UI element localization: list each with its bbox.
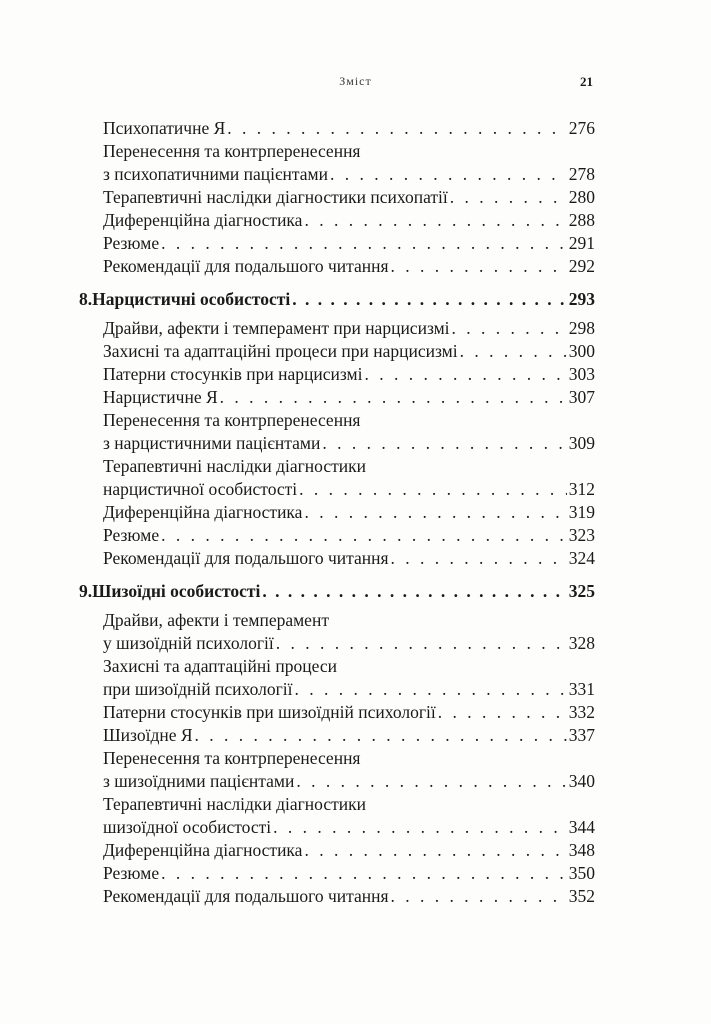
toc-entry — [79, 501, 595, 524]
toc-entry-label: Нарцистичне Я — [103, 387, 218, 407]
toc-entry-label: Терапевтичні наслідки діагностики психопатії — [103, 187, 448, 207]
toc-entry-label: Патерни стосунків при нарцисизмі — [103, 364, 363, 384]
toc-entry — [79, 209, 595, 232]
toc-page-number: 340 — [568, 771, 595, 791]
toc-entry — [79, 317, 595, 340]
toc-entry — [79, 255, 595, 278]
dot-leader — [391, 255, 567, 278]
toc-entry-label: Захисні та адаптаційні процеси — [103, 656, 337, 676]
toc-entry — [79, 839, 595, 862]
dot-leader — [161, 524, 567, 547]
toc-page-number: 312 — [568, 479, 595, 499]
toc-page-number: 309 — [568, 433, 595, 453]
toc-entry — [79, 678, 595, 701]
dot-leader — [304, 209, 566, 232]
toc-entry-label: Патерни стосунків при шизоїдній психології — [103, 702, 436, 722]
dot-leader — [273, 816, 567, 839]
toc-entry-label: Диференційна діагностика — [103, 210, 303, 230]
dot-leader — [299, 478, 567, 501]
dot-leader — [304, 501, 566, 524]
toc-entry — [79, 547, 595, 570]
toc-page-number: 300 — [568, 341, 595, 361]
toc-page-number: 325 — [568, 581, 595, 601]
toc-entry — [79, 724, 595, 747]
toc-entry — [79, 609, 595, 632]
dot-leader — [195, 724, 567, 747]
toc-entry — [79, 816, 595, 839]
toc-chapter — [79, 580, 595, 603]
toc-entry-label: Драйви, афекти і темперамент при нарцисизмі — [103, 318, 450, 338]
dot-leader — [161, 232, 567, 255]
dot-leader — [227, 117, 566, 140]
toc-entry — [79, 163, 595, 186]
toc-entry-label: Психопатичне Я — [103, 118, 226, 138]
toc-page-number: 307 — [568, 387, 595, 407]
toc-page-number: 298 — [568, 318, 595, 338]
toc-entry-label: при шизоїдній психології — [103, 679, 293, 699]
toc-entry-label: Рекомендації для подальшого читання — [103, 548, 389, 568]
dot-leader — [364, 363, 566, 386]
toc-entry — [79, 632, 595, 655]
toc-entry-label: Диференційна діагностика — [103, 502, 303, 522]
chapter-number: 8. — [79, 289, 93, 309]
toc-page-number: 331 — [568, 679, 595, 699]
toc-entry — [79, 117, 595, 140]
dot-leader — [304, 839, 566, 862]
toc-page-number: 278 — [568, 164, 595, 184]
toc-page-number: 350 — [568, 863, 595, 883]
toc-entry — [79, 186, 595, 209]
toc-page-number: 332 — [568, 702, 595, 722]
dot-leader — [460, 340, 567, 363]
toc-entry — [79, 701, 595, 724]
toc-entry-label: Шизоїдні особистості — [92, 581, 261, 601]
toc-entry-label: Захисні та адаптаційні процеси при нарцисизмі — [103, 341, 458, 361]
toc-entry — [79, 232, 595, 255]
running-head — [0, 74, 711, 92]
toc-entry — [79, 478, 595, 501]
toc-page-number: 344 — [568, 817, 595, 837]
toc-entry-label: у шизоїдній психології — [103, 633, 274, 653]
toc-entry — [79, 363, 595, 386]
dot-leader — [391, 885, 567, 908]
toc-entry-label: Диференційна діагностика — [103, 840, 303, 860]
dot-leader — [161, 862, 567, 885]
dot-leader — [262, 580, 566, 603]
dot-leader — [296, 770, 566, 793]
toc-entry-label: Резюме — [103, 233, 160, 253]
toc-page-number: 292 — [568, 256, 595, 276]
toc-page-number: 291 — [568, 233, 595, 253]
toc-page-number: 303 — [568, 364, 595, 384]
toc-entry-label: з психопатичними пацієнтами — [103, 164, 328, 184]
toc-entry-label: шизоїдної особистості — [103, 817, 272, 837]
toc-entry-label: Перенесення та контрперенесення — [103, 748, 361, 768]
toc-entry-label: Терапевтичні наслідки діагностики — [103, 794, 367, 814]
chapter-number: 9. — [79, 581, 93, 601]
toc-entry-label: Резюме — [103, 525, 160, 545]
toc-page-number: 352 — [568, 886, 595, 906]
toc-page-number: 348 — [568, 840, 595, 860]
toc-entry — [79, 793, 595, 816]
table-of-contents — [79, 117, 595, 908]
dot-leader — [294, 678, 566, 701]
toc-entry-label: Перенесення та контрперенесення — [103, 141, 361, 161]
toc-page-number: 323 — [568, 525, 595, 545]
toc-entry — [79, 432, 595, 455]
toc-page-number: 319 — [568, 502, 595, 522]
toc-entry — [79, 862, 595, 885]
toc-page-number: 293 — [568, 289, 595, 309]
toc-page-number: 280 — [568, 187, 595, 207]
toc-entry — [79, 524, 595, 547]
dot-leader — [391, 547, 567, 570]
running-head-title: Зміст — [339, 74, 372, 88]
toc-entry — [79, 455, 595, 478]
dot-leader — [220, 386, 567, 409]
toc-page-number: 276 — [568, 118, 595, 138]
dot-leader — [438, 701, 567, 724]
toc-entry — [79, 386, 595, 409]
page-number: 21 — [580, 74, 593, 89]
dot-leader — [322, 432, 566, 455]
toc-entry — [79, 140, 595, 163]
dot-leader — [450, 186, 567, 209]
toc-entry — [79, 409, 595, 432]
dot-leader — [276, 632, 567, 655]
toc-page-number: 328 — [568, 633, 595, 653]
toc-entry-label: Рекомендації для подальшого читання — [103, 256, 389, 276]
toc-entry-label: Драйви, афекти і темперамент — [103, 610, 329, 630]
toc-entry — [79, 747, 595, 770]
toc-entry-label: з нарцистичними пацієнтами — [103, 433, 321, 453]
toc-entry — [79, 340, 595, 363]
toc-entry-label: Перенесення та контрперенесення — [103, 410, 361, 430]
toc-page-number: 337 — [568, 725, 595, 745]
toc-entry-label: Терапевтичні наслідки діагностики — [103, 456, 367, 476]
toc-entry-label: Шизоїдне Я — [103, 725, 193, 745]
toc-entry-label: Рекомендації для подальшого читання — [103, 886, 389, 906]
toc-entry — [79, 885, 595, 908]
toc-chapter — [79, 288, 595, 311]
toc-entry-label: з шизоїдними пацієнтами — [103, 771, 295, 791]
toc-entry-label: нарцистичної особистості — [103, 479, 298, 499]
toc-entry-label: Нарцистичні особистості — [92, 289, 291, 309]
toc-page-number: 288 — [568, 210, 595, 230]
toc-entry — [79, 655, 595, 678]
dot-leader — [330, 163, 567, 186]
toc-page-number: 324 — [568, 548, 595, 568]
toc-entry — [79, 770, 595, 793]
toc-entry-label: Резюме — [103, 863, 160, 883]
dot-leader — [452, 317, 567, 340]
dot-leader — [292, 288, 567, 311]
